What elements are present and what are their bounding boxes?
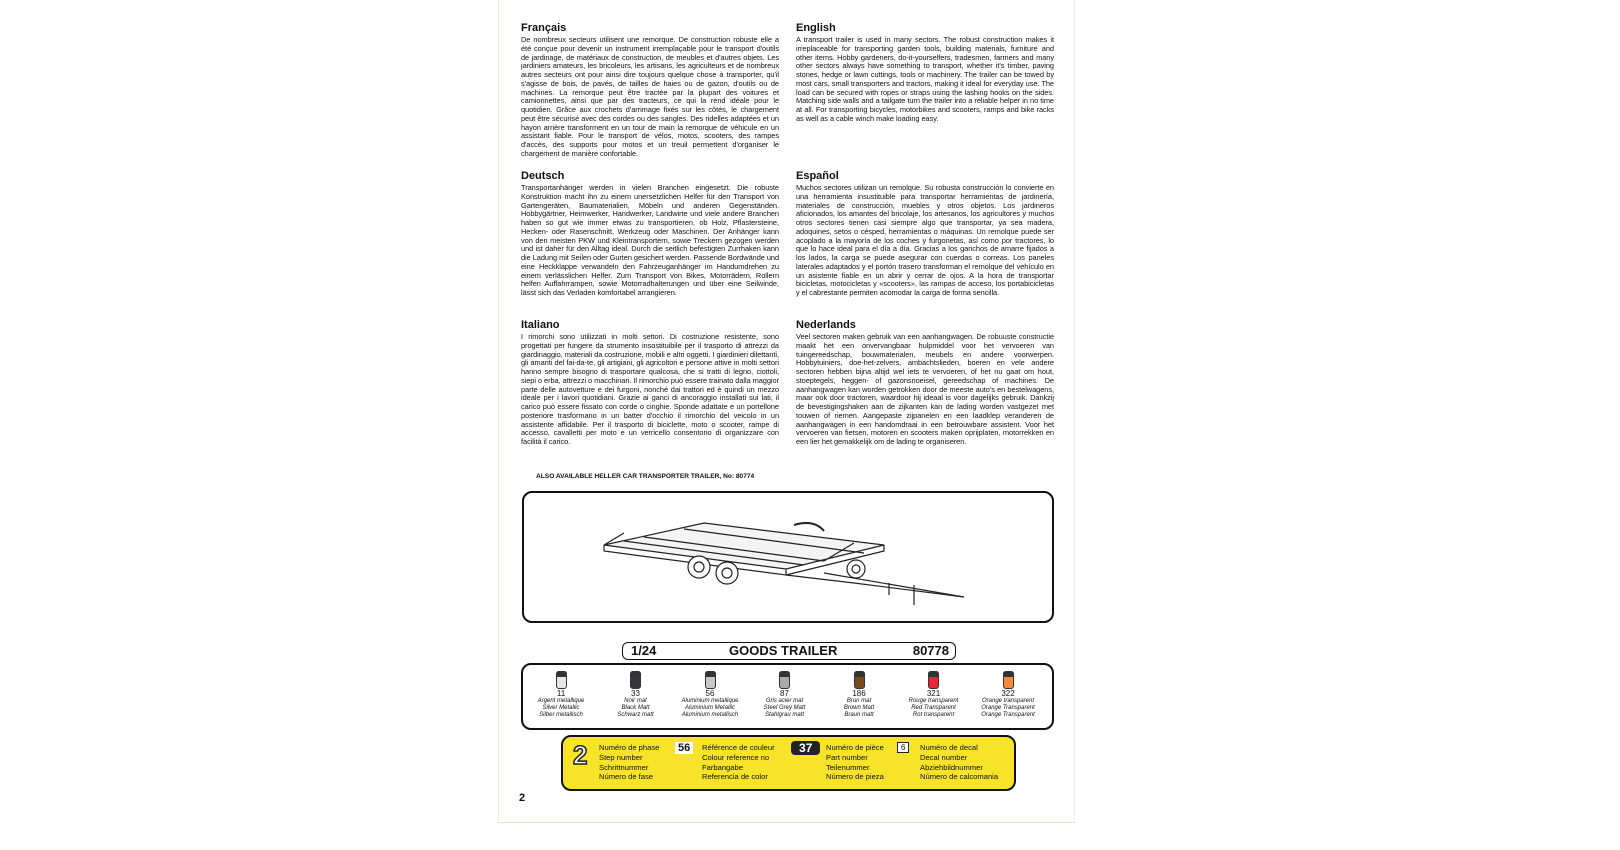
paint-jar-icon — [854, 671, 865, 689]
colour-reference-sample: 56 — [675, 742, 693, 754]
section-title: Español — [796, 170, 839, 182]
decal-number-legend — [920, 743, 998, 782]
legend-line: Número de calcomania — [920, 772, 999, 782]
page-number: 2 — [519, 792, 526, 804]
legend-line: Referencia de color — [702, 772, 768, 782]
paint-name-fr: Aluminium metallique — [681, 698, 739, 704]
legend-line: Référence de couleur — [702, 743, 775, 752]
paint-item — [747, 671, 823, 719]
legend-line: Numéro de pièce — [826, 743, 884, 752]
paint-list — [521, 663, 1054, 730]
paint-jar-icon — [928, 671, 939, 689]
section-title: Italiano — [521, 319, 560, 331]
step-number-sample: 2 — [573, 740, 588, 770]
legend-line: Abziehbildnummer — [920, 762, 983, 772]
legend-line: Teilenummer — [826, 762, 870, 772]
paint-jar-icon — [1003, 671, 1014, 689]
paint-name-en: Aluminium Metallic — [684, 705, 735, 711]
paint-number: 322 — [1001, 689, 1015, 698]
kit-scale: 1/24 — [631, 643, 657, 658]
paint-jar-icon — [556, 671, 567, 689]
paint-item — [896, 671, 972, 719]
paint-name-de: Stahlgrau matt — [764, 712, 805, 718]
section-text: Transportanhänger werden in vielen Branchen eingesetzt. Die robuste Konstruktion macht ihn zu einem unersetzlichen Helfer für den Transport von Gartengeräten, Baumaterialien, Möbeln und anderen Gegenständen. Hobbygärtner, Heimwerker, Handwerker, Landwirte und viele andere Branchen haben so gut wie immer etwas zu transportieren, ob Holz, Pflastersteine, Hecken- oder Rasenschnitt, Werkzeug oder Maschinen. Der Anhänger kann von den meisten PKW und Kleintransportern, sowie Treckern gezogen werden und ist daher für den Alltag ideal. Durch die seitlich befestigten Zurrhaken kann die Ladung mit Seilen oder Gurten gesichert werden. Passende Bordwände und eine Heckklappe verwandeln den Fahrzeuganhänger im Handumdrehen zu einem verlässlichen Helfer. Zum Transport von Bikes, Motorrädern, Rollern helfen Auffahrrampen, sowie Motorradhalterungen und über eine Seilwinde, lässt sich das Verladen komfortabel arrangieren. — [521, 183, 780, 297]
manual-page — [498, 0, 1075, 823]
paint-name-en: Steel Grey Matt — [763, 705, 806, 711]
paint-name-de: Braun matt — [844, 712, 874, 718]
step-number-legend — [599, 743, 659, 782]
section-text: A transport trailer is used in many sectors. The robust construction makes it irreplaceable for transporting garden tools, building materials, furniture and other items. Hobby gardeners, do-it-yourselfers, tradesmen, farmers and many other sectors always have something to transport, whether it's timber, paving stones, hedge or lawn cuttings, tools or machinery. The trailer can be towed by most cars, small transporters and tractors, making it ideal for everyday use. The load can be secured with ropes or straps using the lashing hooks on the sides. Matching side walls and a tailgate turn the trailer into a reliable helper in no time at all. For transporting bicycles, motorbikes and scooters, ramps and bike racks as well as a cable winch make loading easy. — [796, 35, 1054, 123]
paint-number: 321 — [926, 689, 941, 698]
legend-line: Decal number — [920, 752, 968, 762]
legend-line: Step number — [599, 752, 643, 762]
part-number-sample: 37 — [791, 741, 820, 755]
also-available-note: ALSO AVAILABLE HELLER CAR TRANSPORTER TRAILER, No: 80774 — [536, 473, 755, 480]
paint-item — [598, 671, 674, 719]
part-number-legend — [826, 743, 884, 782]
section-text: De nombreux secteurs utilisent une remorque. De construction robuste elle a été conçue pour devenir un instrument irremplaçable pour le transport d'outils de jardinage, de matériaux de construction, de meubles et d'autres objets. Les jardiniers amateurs, les bricoleurs, les artisans, les agriculteurs et de nombreux autres secteurs ont pour ainsi dire toujours quelque chose à transporter, qu'il s'agisse de bois, de pavés, de tailles de haies ou de gazon, d'outils ou de machines. La remorque peut être tractée par la plupart des voitures et camionnettes, ainsi que par des tracteurs, ce qui la rend idéale pour le quotidien. Grâce aux crochets d'arrimage fixés sur les côtés, le chargement peut être sécurisé avec des cordes ou des sangles. Des ridelles adaptées et un hayon arrière transforment en un tour de main la remorque de véhicule en un assistant fiable. Pour le transport de vélos, motos, scooters, des rampes d'accès, des supports pour motos et un treuil permettent d'organiser le chargement de manière confortable. — [521, 35, 779, 158]
paint-item — [672, 671, 748, 719]
legend-line: Colour reference no — [702, 752, 770, 762]
section-title: Français — [521, 22, 567, 34]
legend-line: Numéro de phase — [599, 743, 660, 752]
paint-name-en: Red Transparent — [911, 705, 956, 711]
paint-number: 33 — [631, 689, 640, 698]
paint-name-de: Aluminium metallisch — [681, 712, 739, 718]
paint-name-en: Black Matt — [621, 705, 650, 711]
section-nederlands — [796, 320, 1054, 447]
decal-number-sample: 6 — [897, 742, 909, 753]
legend-line: Número de pieza — [826, 772, 884, 782]
section-title: English — [796, 22, 836, 34]
paint-number: 56 — [705, 689, 715, 698]
paint-number: 186 — [852, 689, 866, 698]
colour-reference-legend — [702, 743, 775, 782]
paint-name-fr: Rouge transparent — [908, 698, 959, 704]
paint-name-de: Schwarz matt — [617, 712, 654, 718]
paint-name-de: Silber metallisch — [539, 712, 583, 718]
paint-name-fr: Noir mat — [624, 698, 647, 704]
legend-line: Farbangabe — [702, 762, 743, 772]
paint-name-fr: Orange transparent — [981, 698, 1035, 704]
paint-item — [523, 671, 599, 719]
paint-item — [970, 671, 1046, 719]
paint-jar-icon — [705, 671, 716, 689]
kit-title-bar — [622, 642, 956, 660]
paint-number: 11 — [556, 689, 566, 698]
paint-name-en: Silver Metallic — [542, 705, 580, 711]
paint-name-en: Brown Matt — [843, 705, 875, 711]
paint-name-fr: Gris acier mat — [765, 698, 804, 704]
section-deutsch — [521, 171, 779, 298]
section-espanol — [796, 171, 1054, 298]
paint-name-de: Orange Transparent — [981, 712, 1035, 718]
section-italiano — [521, 320, 779, 447]
section-text: I rimorchi sono utilizzati in molti settori. Di costruzione resistente, sono progettati per fungere da strumento insostituibile per il trasporto di attrezzi da giardinaggio, materiali da costruzione, mobili e altri oggetti. I giardinieri dilettanti, gli amanti del fai-da-te, gli artigiani, gli agricoltori e persone attive in molti settori hanno sempre bisogno di trasportare qualcosa, che si tratti di legno, ciottoli, siepi o erba, attrezzi o macchinari. Il rimorchio può essere trainato dalla maggior parte delle autovetture e dei furgoni, nonché dai trattori ed è quindi un mezzo ideale per i lavori quotidiani. Grazie ai ganci di ancoraggio installati sui lati, il carico può essere fissato con corde o cinghie. Sponde adattate e un portellone posteriore trasformano in un batter d'occhio il rimorchio del veicolo in un assistente affidabile. Per il trasporto di biciclette, moto o scooter, rampe di accesso, cavalletti per moto e un verricello consentono di organizzare con facilità il carico. — [521, 332, 779, 446]
symbol-legend — [561, 735, 1016, 791]
paint-name-fr: Brun mat — [846, 698, 872, 704]
section-title: Deutsch — [521, 170, 565, 182]
paint-number: 87 — [780, 689, 789, 698]
legend-line: Part number — [826, 752, 868, 762]
section-english — [796, 23, 1054, 124]
paint-item — [821, 671, 897, 719]
paint-jar-icon — [630, 671, 641, 689]
paint-name-fr: Argent metallique — [537, 698, 585, 704]
car-transporter-trailer-drawing — [524, 493, 1052, 621]
section-francais — [521, 23, 779, 159]
paint-name-de: Rot transparent — [912, 712, 955, 718]
legend-line: Schrittnummer — [599, 762, 649, 772]
legend-line: Número de fase — [599, 772, 654, 782]
section-title: Nederlands — [796, 319, 856, 331]
trailer-illustration-box — [522, 491, 1054, 623]
kit-reference: 80778 — [912, 643, 949, 658]
section-text: Veel sectoren maken gebruik van een aanhangwagen. De robuuste constructie maakt het een onvervangbaar hulpmiddel voor het vervoeren van tuingereedschap, bouwmaterialen, meubels en andere voorwerpen. Hobbytuiniers, doe-het-zelvers, ambachtslieden, boeren en vele andere sectoren hebben bijna altijd wel iets te vervoeren, of het nu gaat om hout, stoeptegels, heggen- of gazonsnoeisel, gereedschap of machines. De aanhangwagen kan worden getrokken door de meeste auto's en bestelwagens, maar ook door tractoren, waardoor hij ideaal is voor dagelijks gebruik. Dankzij de bevestigingshaken aan de zijkanten kan de lading worden vastgezet met touwen of riemen. Aangepaste zijpanelen en een laadklep veranderen de aanhangwagen in een handomdraai in een betrouwbare assistent. Voor het vervoeren van fietsen, motoren en scooters maken oprijplaten, motorrekken en een lier het gemakkelijk om de lading te organiseren. — [796, 332, 1054, 446]
paint-jar-icon — [779, 671, 790, 689]
legend-line: Numéro de decal — [920, 743, 978, 752]
kit-name: GOODS TRAILER — [729, 643, 838, 658]
section-text: Muchos sectores utilizan un remolque. Su robusta construcción lo convierte en una herramienta insustituible para transportar herramientas de jardinería, materiales de construcción, muebles y otros objetos. Los jardineros aficionados, los amantes del bricolaje, los artesanos, los agricultores y muchos otros sectores tienen casi siempre algo que transportar, ya sea madera, adoquines, setos o césped, herramientas o máquinas. Un remolque puede ser acoplado a la mayoría de los coches y furgonetas, así como por tractores, lo que lo hace ideal para el día a día. Gracias a los ganchos de amarre fijados a los lados, la carga se puede asegurar con cuerdas o correas. Los paneles laterales adaptados y el portón trasero transforman el remolque del vehículo en un asistente fiable en un abrir y cerrar de ojos. A la hora de transportar bicicletas, motocicletas y «scooters», las rampas de acceso, los portabicicletas y el cabrestante permiten acomodar la carga de forma sencilla. — [796, 183, 1054, 297]
paint-name-en: Orange Transparent — [981, 705, 1035, 711]
